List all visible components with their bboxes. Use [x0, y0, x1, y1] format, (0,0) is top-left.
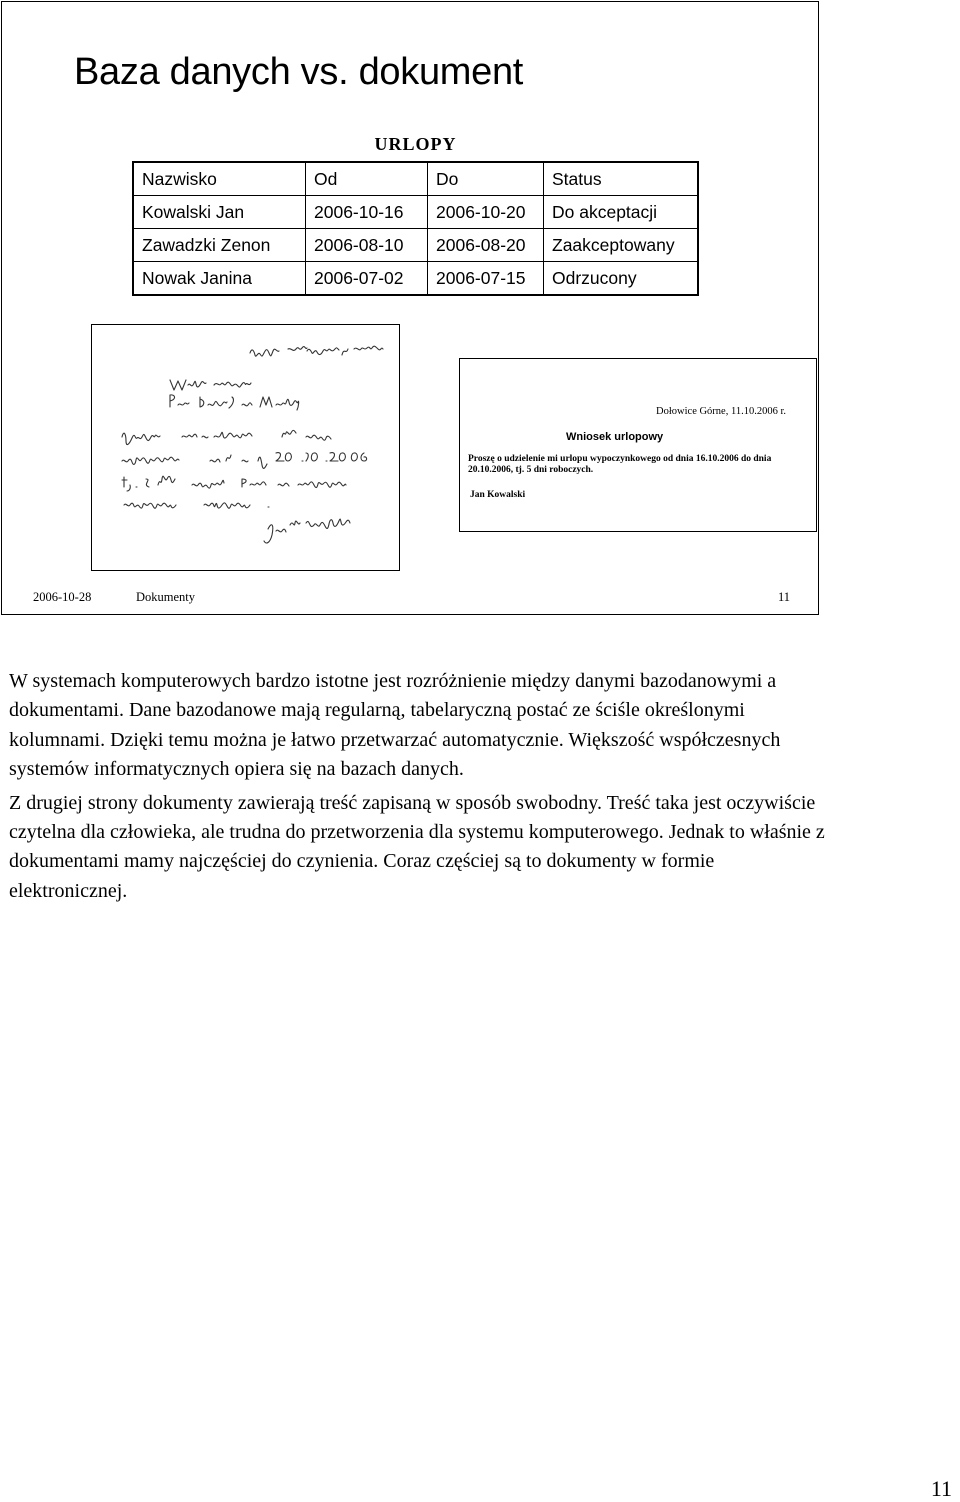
leave-table: [132, 161, 699, 296]
table-cell: Do akceptacji: [544, 196, 699, 229]
table-cell: 2006-07-02: [306, 262, 428, 296]
table-row: [133, 262, 698, 296]
header-cell: Od: [306, 162, 428, 196]
table-caption: URLOPY: [374, 134, 457, 154]
table-cell: 2006-08-10: [306, 229, 428, 262]
slide-footer-number: 11: [778, 590, 791, 604]
table-cell: 2006-08-20: [428, 229, 544, 262]
table-cell: Odrzucony: [544, 262, 699, 296]
page-number: 11: [930, 1476, 952, 1501]
table-cell: Kowalski Jan: [133, 196, 306, 229]
slide-title: Baza danych vs. dokument: [74, 51, 524, 93]
handwritten-document-image: [91, 324, 400, 571]
typed-signature: Jan Kowalski: [470, 490, 526, 500]
header-cell: Nazwisko: [133, 162, 306, 196]
table-cell: 2006-10-16: [306, 196, 428, 229]
typed-place-date: Dołowice Górne, 11.10.2006 r.: [656, 406, 786, 417]
paragraph: W systemach komputerowych bardzo istotne jest rozróżnienie między danymi bazodanowymi a dokumentami. Dane bazodanowe mają regularną, tabelaryczną postać ze ściśle określonymi kolumnami. Dzięki temu można je łatwo przetwarzać automatycznie. Większość współczesnych systemów informatycznych opiera się na bazach danych.: [9, 670, 781, 781]
slide: [1, 1, 819, 615]
slide-footer-date: 2006-10-28: [33, 590, 92, 604]
slide-footer-label: Dokumenty: [136, 590, 196, 604]
table-cell: Nowak Janina: [133, 262, 306, 296]
table-cell: Zawadzki Zenon: [133, 229, 306, 262]
header-cell: Do: [428, 162, 544, 196]
paragraph: Z drugiej strony dokumenty zawierają treść zapisaną w sposób swobodny. Treść taka jest oczywiście czytelna dla człowieka, ale trudna do przetworzenia dla systemu komputerowego. Jednak to właśnie z dokumentami mamy najczęściej do czynienia. Coraz częściej są to dokumenty w formie elektronicznej.: [9, 791, 825, 902]
table-row: [133, 196, 698, 229]
notes-text: [9, 667, 829, 910]
table-cell: 2006-10-20: [428, 196, 544, 229]
typed-body: Proszę o udzielenie mi urlopu wypoczynkowego od dnia 16.10.2006 do dnia 20.10.2006, tj. 5 dni roboczych.: [468, 454, 772, 475]
table-cell: 2006-07-15: [428, 262, 544, 296]
typed-subject: Wniosek urlopowy: [566, 431, 664, 443]
typed-document-image: [459, 358, 817, 532]
table-header-row: [133, 162, 698, 196]
table-cell: Zaakceptowany: [544, 229, 699, 262]
handwriting-drawing: [92, 325, 399, 570]
table-row: [133, 229, 698, 262]
header-cell: Status: [544, 162, 699, 196]
